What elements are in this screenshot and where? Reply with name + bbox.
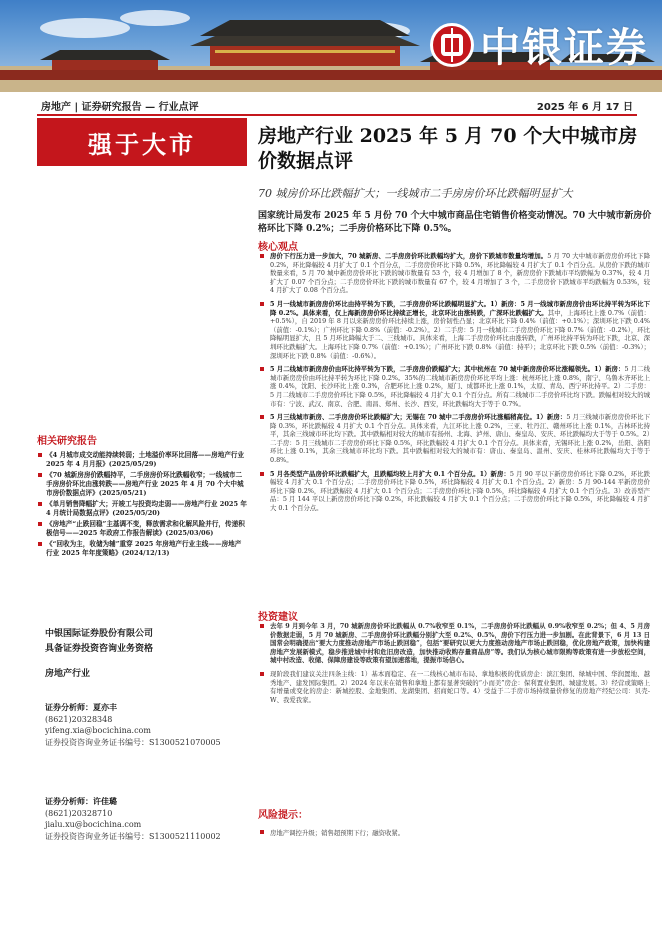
company-qualification: 具备证券投资咨询业务资格 [45, 644, 154, 654]
risk-heading: 风险提示： [258, 810, 308, 821]
divider [37, 114, 637, 116]
risk-list [258, 820, 650, 837]
bullet-icon [38, 542, 42, 546]
related-report-link[interactable]: 《“回收为主，收储为辅”重穿 2025 年房地产行业主线——房地产行业 2025 年年度策略》(2024/12/13) [37, 540, 247, 558]
analyst-cert: 证券投资咨询业务证书编号：S1300521110002 [45, 831, 221, 841]
bullet-icon [38, 522, 42, 526]
report-date: 2025 年 6 月 17 日 [536, 102, 633, 113]
rating-badge: 强于大市 [37, 118, 247, 166]
report-subtitle: 70 城房价环比跌幅扩大；一线城市二手房房价环比跌幅明显扩大 [258, 187, 573, 200]
brand-logo [430, 16, 648, 73]
bullet-icon [38, 453, 42, 457]
header-banner [0, 0, 662, 92]
bullet-icon [260, 830, 264, 834]
bullet-icon [260, 302, 264, 306]
analyst-email[interactable]: jialu.xu@bocichina.com [45, 820, 142, 829]
related-report-link[interactable]: 《4 月城市成交动能持续转弱；土地溢价率环比回落——房地产行业 2025 年 4 月月报》(2025/05/29) [37, 451, 247, 469]
analyst-name: 证券分析师：夏亦丰 [45, 702, 117, 712]
list-item: 5 月一线城市新房房价环比由持平转为下跌，二手房房价环比跌幅明显扩大。1）新房：5 月一线城市新房房价由环比持平转为环比下降 0.2%。具体来看，仅上海新房房价环比持续正增长，北京环比由涨转跌，广深环比跌幅扩大。其中，上海环比上涨 0.7%（前值：+0.5%），自 2019 年 8 月以来新房房价环比持续上涨，房价韧性凸显；北京环比下降 0.4%（前值：+0.1%）；深圳环比下跌 0.4%（前值：-0.1%）；广州环比下降 0.8%（前值：-0.2%）。2）二手房：5 月一线城市二手房房价环比下降 0.7%（前值：-0.2%），环比降幅明显扩大，且 5 月环比降幅大于二、三线城市。具体来看，上海二手房房价环比由涨转跌，广州环比持平转为环比下跌，北京、深圳环比跌幅扩大。上海环比下降 0.7%（前值：+0.1%）；广州环比下跌 0.8%（前值：持平）；北京环比下跌 0.5%（前值：-0.3%）；深圳环比下跌 0.8%（前值：-0.6%）。 [258, 300, 650, 360]
related-report-link[interactable]: 《70 城新房房价跌幅持平，二手房房价环比跌幅收窄；一线城市二手房房价环比由涨转跌——房地产行业 2025 年 4 月 70 个大中城市房价数据点评》(2025/05/21) [37, 471, 247, 498]
related-report-link[interactable]: 《单月销售降幅扩大；开竣工与投资均走弱——房地产行业 2025 年 4 月统计局数据点评》(2025/05/20) [37, 500, 247, 518]
bullet-icon [260, 415, 264, 419]
report-intro: 国家统计局发布 2025 年 5 月份 70 个大中城市商品住宅销售价格变动情况。70 大中城市新房价格环比下降 0.2%；二手房价格环比下降 0.5%。 [258, 211, 652, 234]
list-item: 房价下行压力进一步加大，70 城新房、二手房房价环比跌幅均扩大，房价下跌城市数量均增加。5 月 70 大中城市新房房价环比下降 0.2%，环比降幅较 4 月扩大了 0.1 个百分点，二手房房价环比下降 0.5%，环比降幅较 4 月扩大了 0.1 个百分点。从房价下跌的城市数量来看，5 月 70 城中新房房价环比下跌的城市数量有 53 个，较 4 月增加了 8 个，新房房价下跌城市平均跌幅为 0.37%，较 4 月扩大了 0.07 个百分点；二手房房价环比下跌的城市数量有 67 个，较 4 月增加了 3 个，二手房房价下跌城市平均跌幅为 0.53%，较 4 月扩大了 0.08 个百分点。 [258, 252, 650, 295]
list-item: 5 月各类型产品房价环比跌幅扩大，且跌幅均较上月扩大 0.1 个百分点。1）新房：5 月 90 平以下新房房价环比下降 0.2%，环比跌幅较 4 月扩大 0.1 个百分点；二手房房价环比下降 0.5%，环比降幅较 4 月扩大 0.1 个百分点。2）新房：5 月 90-144 平新房房价环比下降 0.2%，环比跌幅较 4 月扩大 0.1 个百分点；二手房房价环比下降 0.5%，环比降幅较 4 月扩大 0.1 个百分点。3）改善型产品：5 月 144 平以上新房房价环比下降 0.2%，环比跌幅较 4 月扩大 0.1 个百分点；二手房房价环比下降 0.5%，环比降幅较 4 月扩大 0.1 个百分点。 [258, 470, 650, 513]
analyst-email[interactable]: yifeng.xia@bocichina.com [45, 726, 151, 735]
analyst-phone: (8621)20328348 [45, 714, 113, 724]
related-reports [37, 432, 247, 560]
list-item: 房地产调控升级；销售超预期下行；融资收紧。 [258, 828, 650, 837]
list-item: 5 月三线城市新房、二手房房价环比跌幅扩大；无锡在 70 城中二手房房价环比涨幅稍高位。1）新房：5 月三线城市新房房价环比下降 0.3%，环比跌幅较 4 月扩大 0.1 个百分点。具体来看，九江环比上涨 0.2%，三亚、牡丹江、赣州环比上涨 0.1%，吉林环比持平，其余三线城市环比均下跌。其中跌幅相对较大的城市有扬州、北海、泸州、唐山、秦皇岛、安庆、环比跌幅均大于等于 0.5%。2）二手房：5 月三线城市二手房房价环比下降 0.5%，环比跌幅较 4 月扩大 0.1 个百分点。具体来看，无锡环比上涨 0.2%，岳阳、洛阳环比上涨 0.1%，其余三线城市环比均下跌。其中跌幅相对较大的城市有：唐山、秦皇岛、温州、安庆、桂林环比跌幅均大于等于 0.8%。 [258, 413, 650, 465]
bullet-icon [38, 473, 42, 477]
related-reports-heading: 相关研究报告 [37, 436, 97, 447]
report-title: 房地产行业 2025 年 5 月 70 个大中城市房价数据点评 [258, 125, 638, 172]
list-item: 5 月二线城市新房房价由环比持平转为下跌，二手房房价跌幅扩大；其中杭州在 70 城中新房房价环比涨幅领先。1）新房：5 月二线城市新房房价由环比持平转为环比下降 0.2%。35%的二线城市新房房价环比平均上涨：杭州环比上涨 0.8%，南宁、乌鲁木齐环比上涨 0.4%，沈阳、长沙环比上涨 0.3%，合肥环比上涨 0.2%，厦门、成都环比上涨 0.1%，太原、青岛、西宁环比持平。2）二手房：5 月二线城市二手房房价环比下降 0.5%，环比降幅较 4 月扩大 0.1 个百分点。所有二线城市二手房价环比均下跌。跌幅相对较大的城市有：宁波、武汉、南京、合肥、南昌、郑州、长沙、西安，环比跌幅均大于等于 0.7%。 [258, 365, 650, 408]
analyst-cert: 证券投资咨询业务证书编号：S1300521070005 [45, 737, 221, 747]
bullet-icon [260, 624, 264, 628]
analyst-phone: (8621)20328710 [45, 808, 113, 818]
core-view-list [258, 252, 650, 518]
bullet-icon [260, 672, 264, 676]
company-info [45, 627, 245, 657]
analyst-name: 证券分析师：许佳璐 [45, 796, 117, 806]
meta-bar [37, 96, 637, 114]
bullet-icon [38, 502, 42, 506]
analyst-card [45, 796, 245, 842]
bank-logo-icon [430, 23, 474, 67]
industry-label: 房地产行业 [45, 669, 91, 679]
investment-list [258, 622, 650, 709]
investment-heading: 投资建议 [258, 612, 298, 623]
bullet-icon [260, 254, 264, 258]
list-item: 去年 9 月到今年 3 月，70 城新房房价环比跌幅从 0.7%收窄至 0.1%，二手房房价环比跌幅从 0.9%收窄至 0.2%；但 4、5 月房价数据走弱，5 月 70 城新房、二手房房价环比跌幅分别扩大至 0.2%、0.5%，房价下行压力进一步加剧。在此背景下，6 月 13 日国常会明确提出“要大力度推动房地产市场止跌回稳”，包括“要研究以更大力度推动房地产市场止跌回稳，优化房地产政策，加快构建房地产发展新模式，稳步推进城中村和危旧房改造，加快推动收购存量商品房”等。我们认为核心城市限购等政策有进一步放松空间，城中村改造、收储、保障房建设等政策有望加速落地，提振市场信心。 [258, 622, 650, 665]
brand-name: 中银证券 [480, 25, 648, 71]
bullet-icon [260, 472, 264, 476]
analyst-card [45, 702, 245, 748]
related-report-link[interactable]: 《房地产“止跌回稳”主基调不变，释放需求和化解风险并行，传递积极信号——2025 年政府工作报告解读》(2025/03/06) [37, 520, 247, 538]
bullet-icon [260, 367, 264, 371]
report-category: 房地产 | 证券研究报告 — 行业点评 [41, 102, 199, 113]
list-item: 现阶段我们建议关注四条主线：1）基本面稳定、在一二线核心城市布局、拿地积极的优质房企：滨江集团、绿城中国、华润置地、越秀地产、建发国际集团。2）2024 年以来在销售和拿地上都有显著突破的“小而美”房企：保利置业集团、城建发展。3）经营或策略上有增量或变化的房企：新城控股、金地集团、龙湖集团、招商蛇口等。4）受益于二手房市场持续量价修复的房地产经纪公司：贝壳-W、我爱我家。 [258, 670, 650, 704]
company-name: 中银国际证券股份有限公司 [45, 629, 154, 639]
core-view-heading: 核心观点 [258, 242, 298, 253]
